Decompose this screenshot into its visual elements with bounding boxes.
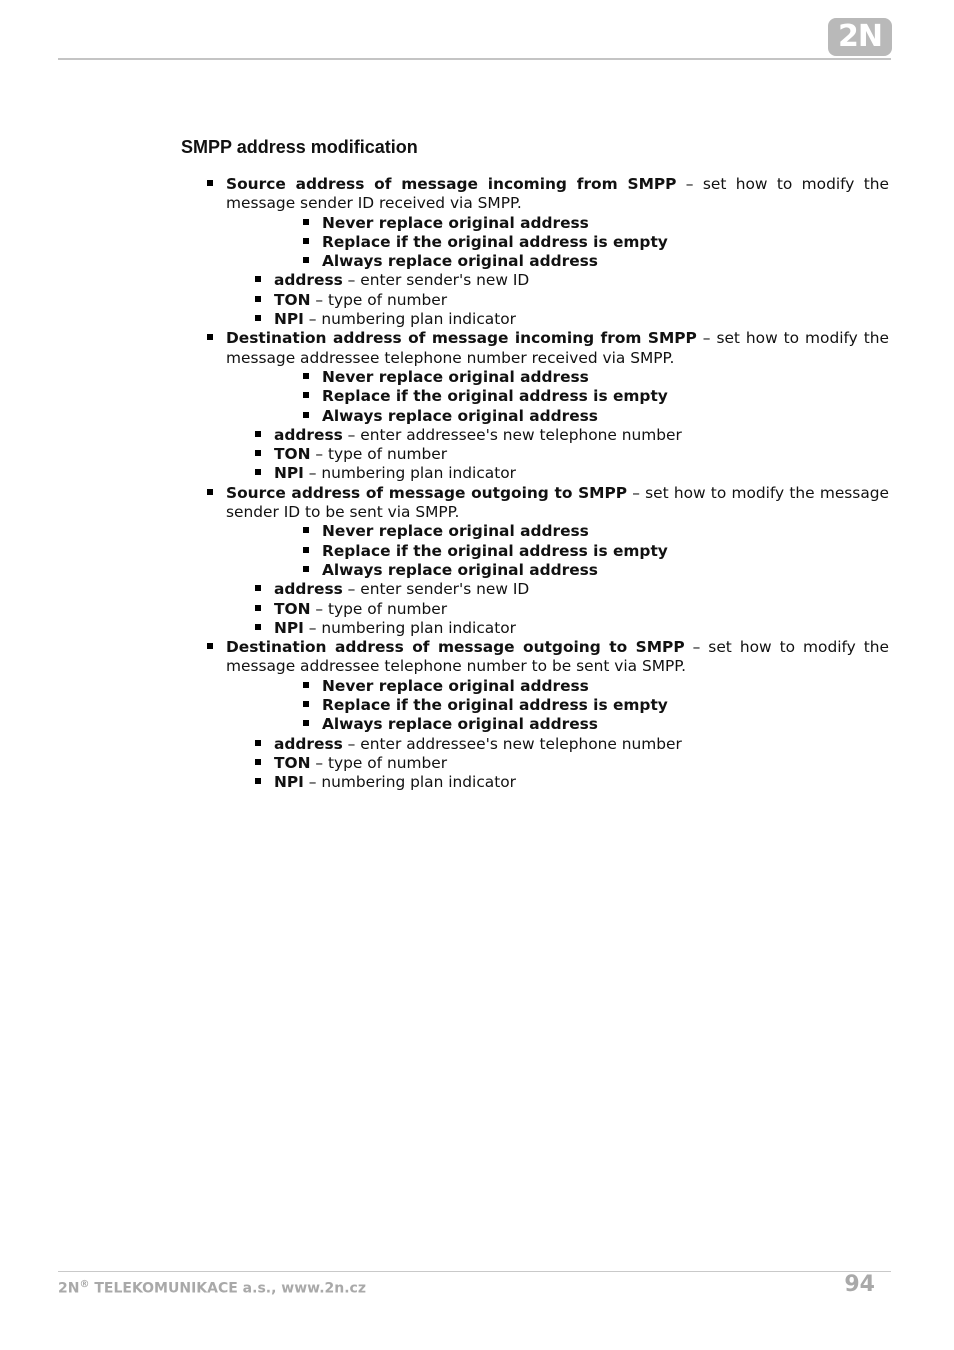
list-item: Destination address of message incoming from SMPP – set how to modify the message addressee telephone number received via SMPP. [226, 329, 889, 368]
bullet-icon [207, 643, 213, 649]
option-item: Replace if the original address is empty [322, 233, 889, 252]
bullet-icon [255, 315, 261, 321]
2n-logo: 2N [828, 18, 892, 56]
footer-divider [58, 1271, 891, 1272]
list-item: Source address of message incoming from SMPP – set how to modify the message sender ID received via SMPP. [226, 175, 889, 214]
option-item: Always replace original address [322, 407, 889, 426]
bullet-icon [207, 334, 213, 340]
bullet-icon [303, 238, 309, 244]
field-item: address – enter sender's new ID [274, 271, 889, 290]
option-item: Replace if the original address is empty [322, 542, 889, 561]
list-item: Destination address of message outgoing to SMPP – set how to modify the message addressee telephone number to be sent via SMPP. [226, 638, 889, 677]
list-item: Source address of message outgoing to SMPP – set how to modify the message sender ID to be sent via SMPP. [226, 484, 889, 523]
field-item: address – enter sender's new ID [274, 580, 889, 599]
bullet-icon [303, 373, 309, 379]
bullet-icon [255, 431, 261, 437]
bullet-icon [255, 469, 261, 475]
option-item: Always replace original address [322, 561, 889, 580]
option-item: Never replace original address [322, 522, 889, 541]
bullet-icon [255, 585, 261, 591]
bullet-icon [303, 527, 309, 533]
option-item: Never replace original address [322, 214, 889, 233]
bullet-icon [303, 412, 309, 418]
bullet-icon [255, 624, 261, 630]
option-item: Replace if the original address is empty [322, 696, 889, 715]
page-number: 94 [844, 1272, 875, 1297]
bullet-icon [303, 566, 309, 572]
option-item: Always replace original address [322, 715, 889, 734]
bullet-icon [255, 740, 261, 746]
bullet-icon [207, 180, 213, 186]
field-item: NPI – numbering plan indicator [274, 310, 889, 329]
bullet-icon [255, 759, 261, 765]
bullet-icon [303, 257, 309, 263]
option-item: Always replace original address [322, 252, 889, 271]
bullet-icon [255, 296, 261, 302]
bullet-icon [255, 276, 261, 282]
field-item: NPI – numbering plan indicator [274, 773, 889, 792]
field-item: TON – type of number [274, 600, 889, 619]
field-item: TON – type of number [274, 754, 889, 773]
bullet-icon [255, 778, 261, 784]
bullet-icon [303, 682, 309, 688]
option-item: Never replace original address [322, 368, 889, 387]
bullet-icon [303, 701, 309, 707]
bullet-icon [303, 392, 309, 398]
field-item: address – enter addressee's new telephone number [274, 735, 889, 754]
field-item: NPI – numbering plan indicator [274, 619, 889, 638]
settings-list [0, 175, 954, 793]
section-title: SMPP address modification [181, 137, 418, 157]
footer-company: 2N® TELEKOMUNIKACE a.s., www.2n.cz [58, 1279, 366, 1297]
registered-mark: ® [79, 1279, 90, 1290]
bullet-icon [303, 219, 309, 225]
field-item: TON – type of number [274, 445, 889, 464]
field-item: address – enter addressee's new telephone number [274, 426, 889, 445]
field-item: TON – type of number [274, 291, 889, 310]
bullet-icon [207, 489, 213, 495]
bullet-icon [303, 720, 309, 726]
bullet-icon [255, 450, 261, 456]
option-item: Never replace original address [322, 677, 889, 696]
option-item: Replace if the original address is empty [322, 387, 889, 406]
header-divider [58, 58, 891, 60]
bullet-icon [255, 605, 261, 611]
bullet-icon [303, 547, 309, 553]
field-item: NPI – numbering plan indicator [274, 464, 889, 483]
